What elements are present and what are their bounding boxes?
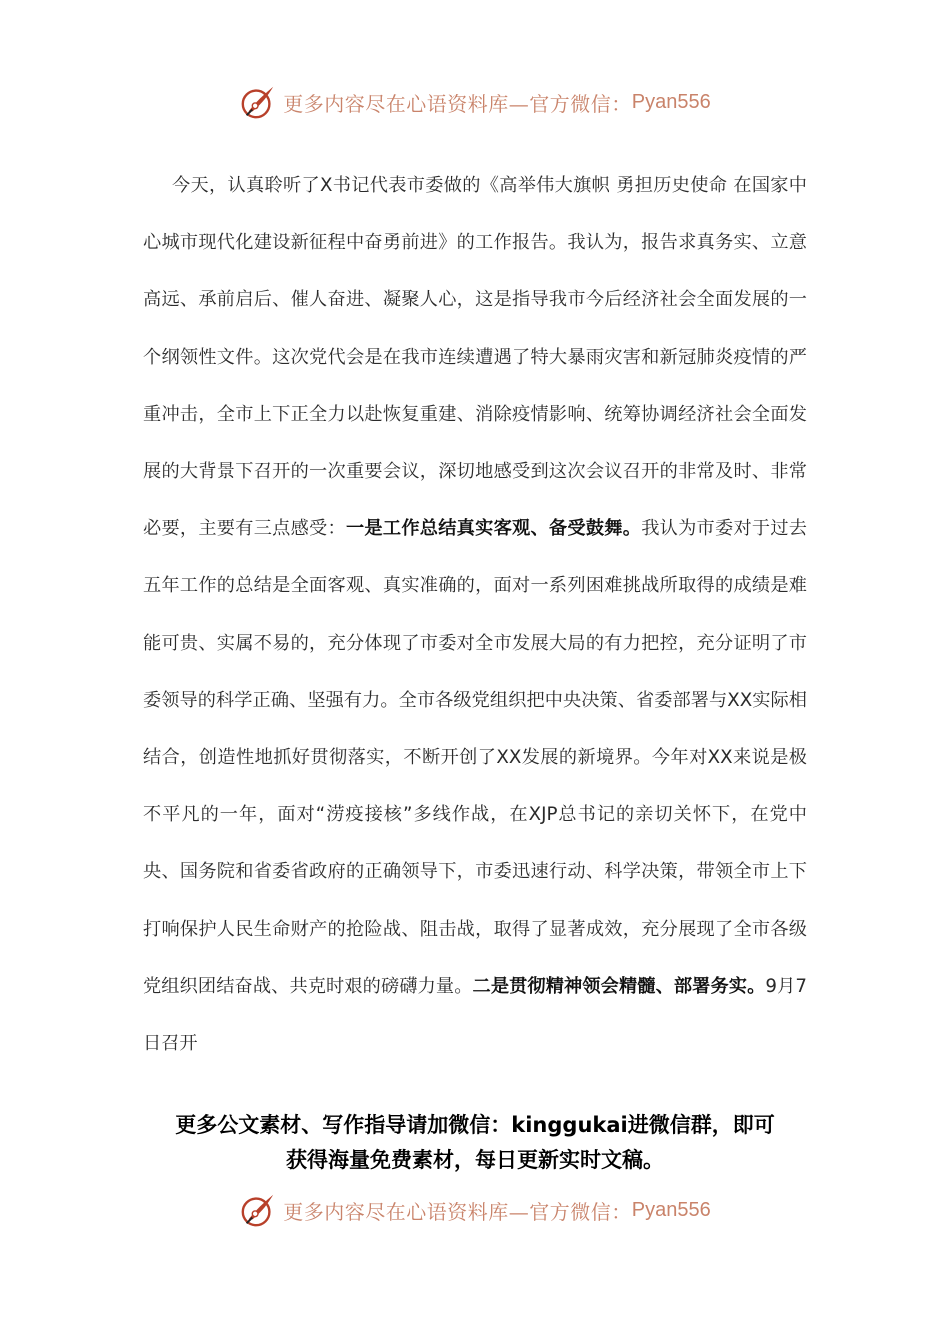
footer-banner <box>0 1188 950 1232</box>
promo-notice <box>0 1108 950 1178</box>
wechat-id: Pyan556 <box>631 1198 711 1221</box>
wechat-id: Pyan556 <box>631 90 711 113</box>
text-segment: 9月7日召开 <box>143 975 807 1055</box>
promo-line-1: 更多公文素材、写作指导请加微信：kinggukai进微信群，即可 <box>175 1113 775 1137</box>
banner-text: 更多内容尽在心语资料库—官方微信： <box>283 1199 632 1224</box>
bold-point-1: 一是工作总结真实客观、备受鼓舞。 <box>345 518 642 540</box>
header-banner <box>0 80 950 124</box>
quill-logo-icon <box>239 1191 277 1229</box>
text-segment: 今天，认真聆听了X书记代表市委做的《高举伟大旗帜 勇担历史使命 在国家中心城市现代化建设新征程中奋勇前进》的工作报告。我认为，报告求真务实、立意高远、承前启后、催人奋进、凝聚人心，这是指导我市今后经济社会全面发展的一个纲领性文件。这次党代会是在我市连续遭遇了特大暴雨灾害和新冠肺炎疫情的严重冲击，全市上下正全力以赴恢复重建、消除疫情影响、统筹协调经济社会全面发展的大背景下召开的一次重要会议，深切地感受到这次会议召开的非常及时、非常必要，主要有三点感受： <box>143 175 807 540</box>
text-segment: 我认为市委对于过去五年工作的总结是全面客观、真实准确的，面对一系列困难挑战所取得的成绩是难能可贵、实属不易的，充分体现了市委对全市发展大局的有力把控，充分证明了市委领导的科学正确、坚强有力。全市各级党组织把中央决策、省委部署与XX实际相结合，创造性地抓好贯彻落实，不断开创了XX发展的新境界。今年对XX来说是极不平凡的一年，面对“涝疫接核”多线作战，在XJP总书记的亲切关怀下，在党中央、国务院和省委省政府的正确领导下，市委迅速行动、科学决策，带领全市上下打响保护人民生命财产的抢险战、阻击战，取得了显著成效，充分展现了全市各级党组织团结奋战、共克时艰的磅礴力量。 <box>143 518 807 997</box>
report-body <box>143 157 807 1072</box>
promo-line-2: 获得海量免费素材，每日更新实时文稿。 <box>286 1148 664 1172</box>
banner-text: 更多内容尽在心语资料库—官方微信： <box>283 91 632 116</box>
quill-logo-icon <box>239 83 277 121</box>
paragraph <box>143 157 807 1072</box>
bold-point-2: 二是贯彻精神领会精髓、部署务实。 <box>472 975 766 997</box>
